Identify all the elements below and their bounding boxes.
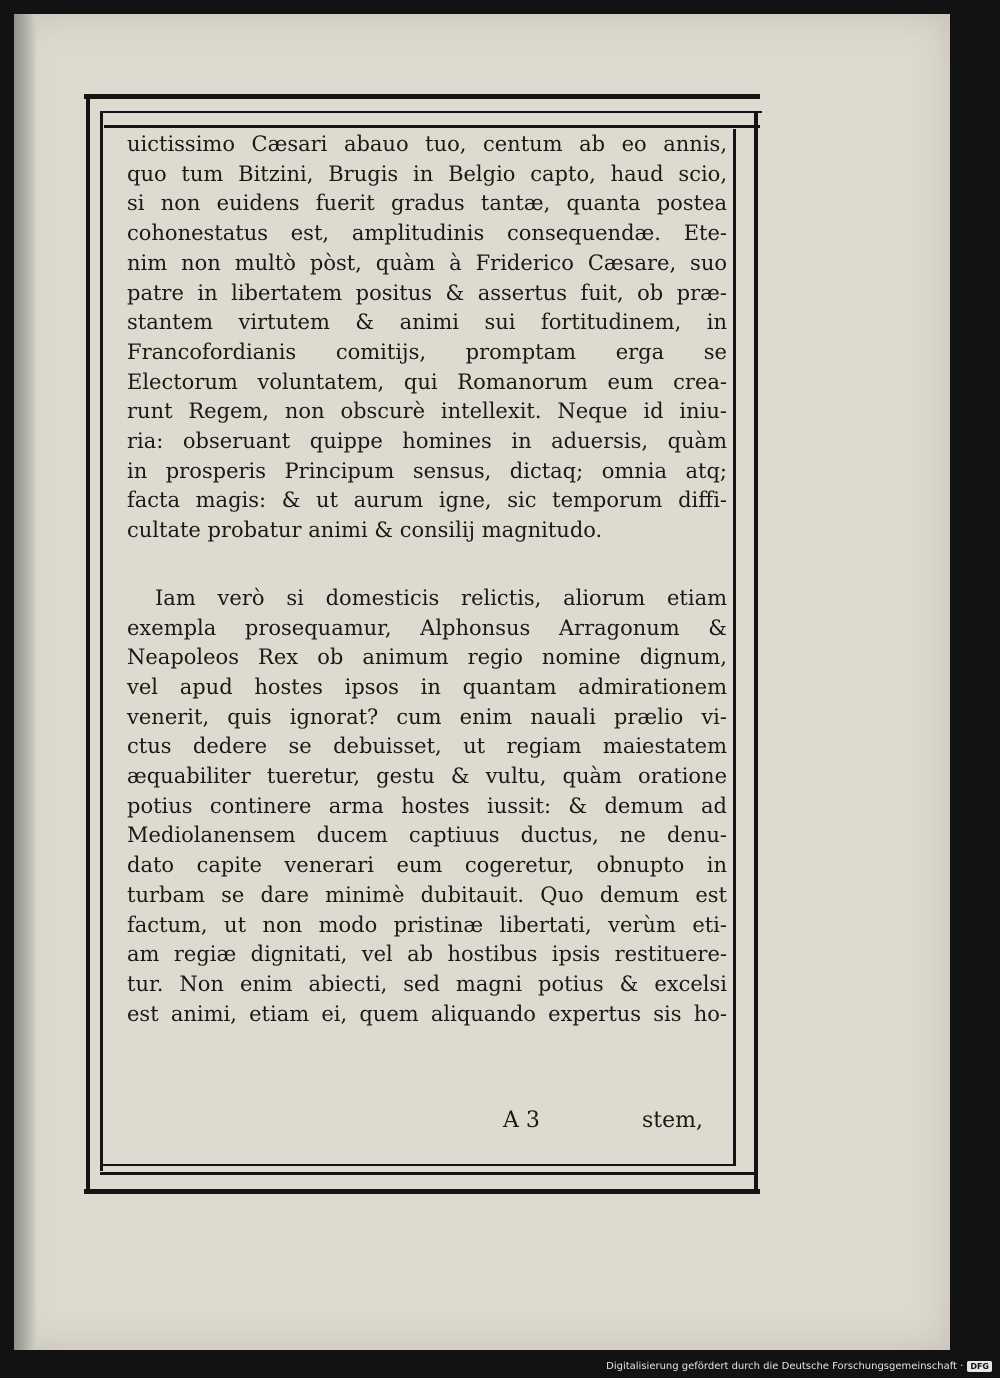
text-line: vel apud hostes ipsos in quantam admirationem bbox=[127, 674, 727, 699]
text-line: potius continere arma hostes iussit: & demum ad bbox=[127, 793, 727, 818]
text-line: Electorum voluntatem, qui Romanorum eum crea- bbox=[127, 369, 727, 394]
text-line: si non euidens fuerit gradus tantæ, quanta postea bbox=[127, 191, 727, 216]
text-line: ctus dedere se debuisset, ut regiam maiestatem bbox=[127, 734, 727, 759]
top-border-rule-inner bbox=[102, 111, 762, 113]
text-line: dato capite venerari eum cogeretur, obnupto in bbox=[127, 853, 727, 878]
text-line: factum, ut non modo pristinæ libertati, verùm eti- bbox=[127, 912, 727, 937]
text-line: uictissimo Cæsari abauo tuo, centum ab eo annis, bbox=[127, 132, 727, 156]
text-line: in prosperis Principum sensus, dictaq; omnia atq; bbox=[127, 458, 727, 483]
text-line: Mediolanensem ducem captiuus ductus, ne denu- bbox=[127, 823, 727, 848]
signature-mark: A 3 bbox=[503, 1108, 540, 1133]
text-line: cultate probatur animi & consilij magnitudo. bbox=[127, 518, 603, 543]
text-line: exempla prosequamur, Alphonsus Arragonum & bbox=[127, 615, 727, 640]
text-line: æquabiliter tueretur, gestu & vultu, quàm oratione bbox=[127, 764, 727, 789]
paragraph-1 bbox=[127, 130, 727, 546]
text-line: venerit, quis ignorat? cum enim nauali prælio vi- bbox=[127, 704, 727, 729]
text-line: facta magis: & ut aurum igne, sic temporum diffi- bbox=[127, 488, 727, 513]
bottom-border-rule-inner bbox=[102, 1164, 736, 1166]
text-line: nim non multò pòst, quàm à Friderico Cæsare, suo bbox=[127, 250, 727, 275]
paragraph-2 bbox=[127, 584, 727, 1030]
credit-text: Digitalisierung gefördert durch die Deutsche Forschungsgemeinschaft · bbox=[606, 1361, 964, 1372]
right-border-rule-outer bbox=[754, 111, 758, 1189]
bottom-border-rule-outer bbox=[84, 1189, 760, 1194]
text-line: turbam se dare minimè dubitauit. Quo demum est bbox=[127, 882, 727, 907]
text-line: Iam verò si domesticis relictis, aliorum etiam bbox=[155, 585, 727, 610]
text-line: ria: obseruant quippe homines in aduersis, quàm bbox=[127, 429, 727, 454]
left-border-rule-outer bbox=[86, 94, 90, 1189]
top-border-rule bbox=[84, 94, 760, 99]
right-border-rule-inner bbox=[733, 129, 736, 1165]
dfg-logo-icon: DFG bbox=[967, 1361, 992, 1372]
bottom-border-rule bbox=[100, 1172, 758, 1175]
catchword: stem, bbox=[641, 1108, 703, 1133]
signature-line bbox=[127, 1108, 727, 1140]
latin-text-block bbox=[127, 130, 727, 1029]
digitization-credit bbox=[606, 1361, 992, 1372]
text-line: est animi, etiam ei, quem aliquando expertus sis ho- bbox=[127, 1001, 727, 1026]
text-line: patre in libertatem positus & assertus fuit, ob præ- bbox=[127, 280, 727, 305]
text-line: am regiæ dignitati, vel ab hostibus ipsis restituere- bbox=[127, 942, 727, 967]
text-line: Francofordianis comitijs, promptam erga se bbox=[127, 339, 727, 364]
text-line: Neapoleos Rex ob animum regio nomine dignum, bbox=[127, 645, 727, 670]
left-border-rule-inner bbox=[100, 111, 103, 1171]
text-line: cohonestatus est, amplitudinis consequendæ. Ete- bbox=[127, 221, 727, 246]
text-line: stantem virtutem & animi sui fortitudinem, in bbox=[127, 310, 727, 335]
top-border-rule-inner-2 bbox=[104, 125, 760, 128]
book-spine-edge bbox=[14, 14, 36, 1350]
text-line: runt Regem, non obscurè intellexit. Neque id iniu- bbox=[127, 399, 727, 424]
text-line: quo tum Bitzini, Brugis in Belgio capto, haud scio, bbox=[127, 161, 727, 186]
paragraph-gap bbox=[127, 546, 727, 584]
text-line: tur. Non enim abiecti, sed magni potius & excelsi bbox=[127, 971, 727, 996]
